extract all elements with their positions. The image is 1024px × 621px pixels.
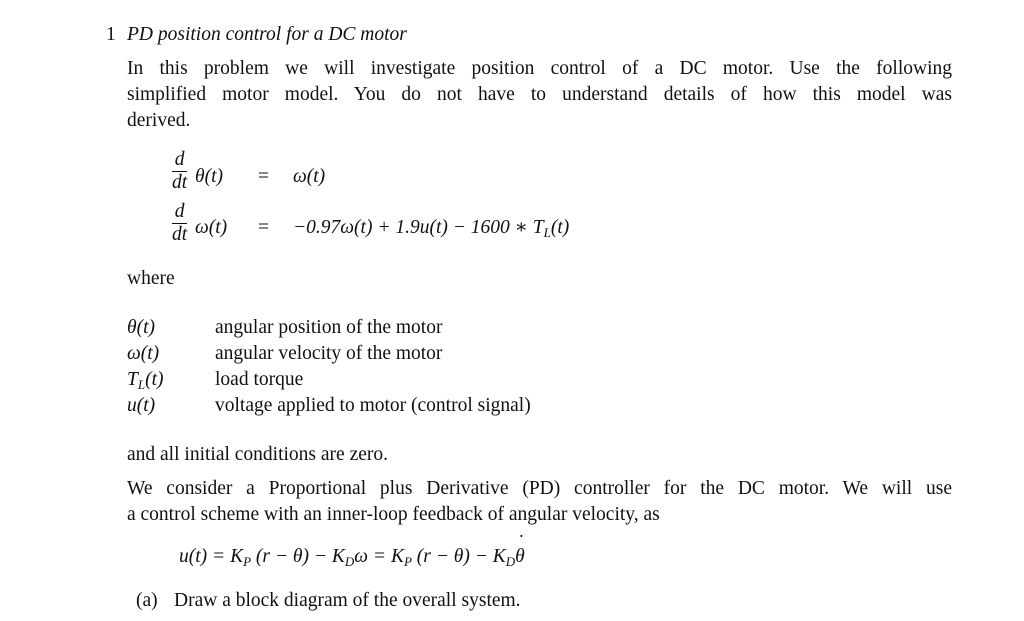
def-symbol: θ(t) xyxy=(127,317,155,338)
intro-line-3: derived. xyxy=(127,110,191,131)
eq2-op: = xyxy=(258,217,269,238)
def-symbol: u(t) xyxy=(127,395,156,416)
initial-conditions-text: and all initial conditions are zero. xyxy=(127,444,388,465)
where-label: where xyxy=(127,268,175,289)
section-number: 1 xyxy=(106,24,116,45)
controller-line-1: We consider a Proportional plus Derivative (PD) controller for the DC motor. We will use xyxy=(127,478,952,499)
def-symbol: ω(t) xyxy=(127,343,160,364)
derivative-fraction: $\frac{d}{dt}$ xyxy=(172,201,188,245)
intro-line-2: simplified motor model. You do not have to understand details of how this model was xyxy=(127,84,952,105)
section-title: PD position control for a DC motor xyxy=(127,24,407,45)
controller-line-2: a control scheme with an inner-loop feedback of angular velocity, as xyxy=(127,504,660,525)
intro-line-1: In this problem we will investigate position control of a DC motor. Use the following xyxy=(127,58,952,79)
eq2-rhs: −0.97ω(t) + 1.9u(t) − 1600 ∗ $T_L(t)$ xyxy=(293,217,570,240)
control-law-equation: $u(t) = K_P$ $(r - \theta) - K_D\omega = K_P$ $(r - \theta) - K_D˙$ θ xyxy=(179,545,525,574)
part-a-label: (a) xyxy=(136,590,158,611)
def-description: angular position of the motor xyxy=(215,317,443,338)
eq1-rhs: ω(t) xyxy=(293,166,326,187)
part-a-text: Draw a block diagram of the overall system. xyxy=(174,590,521,611)
eq1-op: = xyxy=(258,166,269,187)
def-description: voltage applied to motor (control signal) xyxy=(215,395,531,416)
def-symbol: $T_L(t)$ xyxy=(127,369,164,392)
eq1-lhs: θ(t) xyxy=(195,166,223,187)
def-description: angular velocity of the motor xyxy=(215,343,443,364)
derivative-fraction: $\frac{d}{dt}$ xyxy=(172,149,188,193)
def-description: load torque xyxy=(215,369,304,390)
eq2-lhs: ω(t) xyxy=(195,217,228,238)
